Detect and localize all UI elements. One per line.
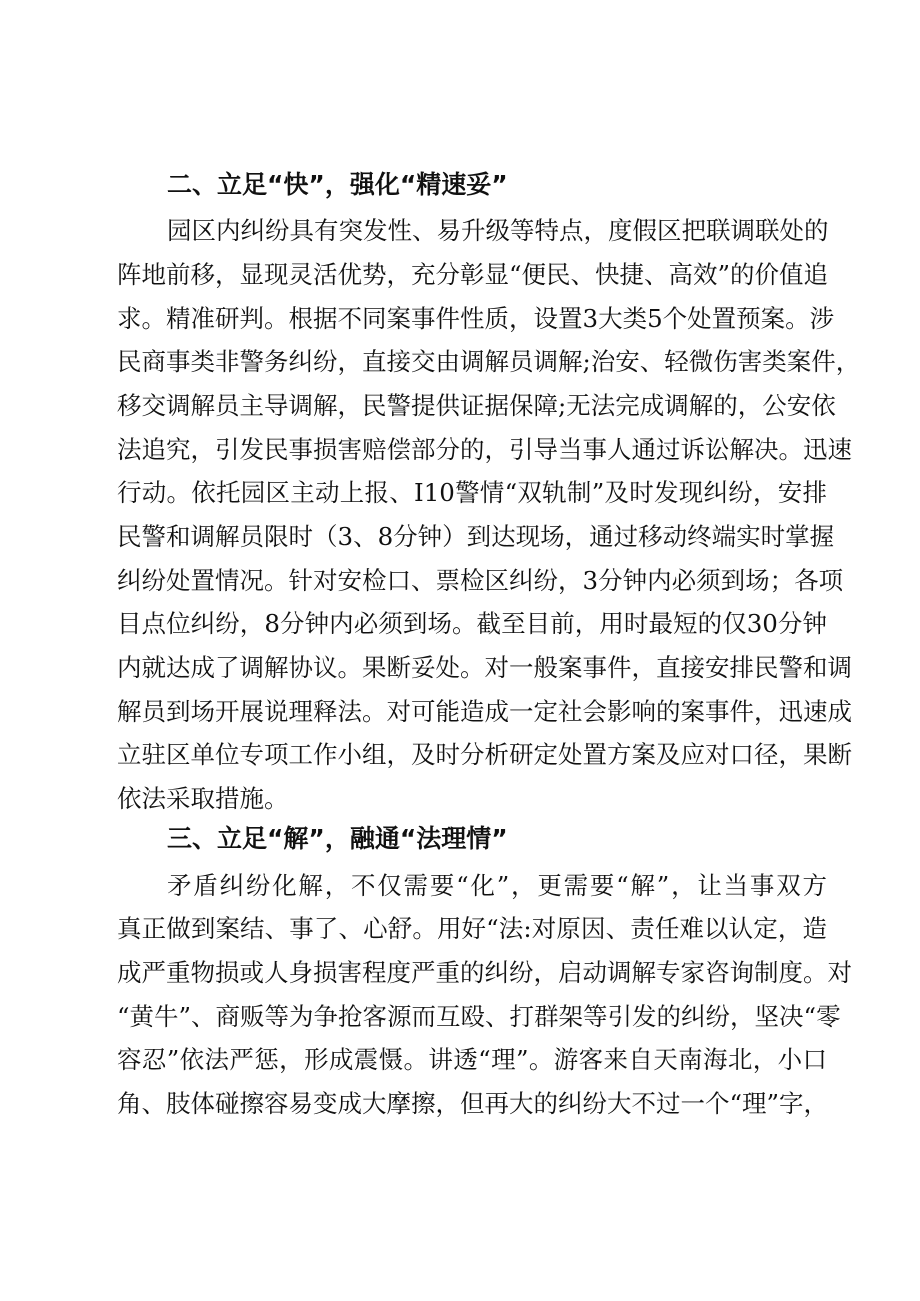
paragraph-line: 容忍”依法严惩，形成震慑。讲透“理”。游客来自天南海北，小口: [117, 1045, 827, 1074]
paragraph-line: 民商事类非警务纠纷，直接交由调解员调解;治安、轻微伤害类案件，: [117, 347, 861, 376]
paragraph-line: 移交调解员主导调解，民警提供证据保障;无法完成调解的，公安依: [117, 391, 836, 420]
paragraph-line: 解员到场开展说理释法。对可能造成一定社会影响的案事件，迅速成: [117, 697, 852, 726]
paragraph-line: 民警和调解员限时（3、8分钟）到达现场，通过移动终端实时掌握: [117, 522, 835, 551]
paragraph-line: 依法采取措施。: [117, 784, 289, 813]
paragraph-line: 目点位纠纷，8分钟内必须到场。截至目前，用时最短的仅30分钟: [117, 609, 827, 638]
section-heading-3: 三、立足“解”，融通“法理情”: [167, 824, 508, 853]
paragraph-line: 矛盾纠纷化解，不仅需要“化”，更需要“解”，让当事双方: [167, 871, 827, 900]
paragraph-line: 成严重物损或人身损害程度严重的纠纷，启动调解专家咨询制度。对: [117, 958, 852, 987]
paragraph-line: 求。精准研判。根据不同案事件性质，设置3大类5个处置预案。涉: [117, 304, 835, 333]
section-heading-2: 二、立足“快”，强化“精速妥”: [167, 170, 508, 199]
paragraph-line: 法追究，引发民事损害赔偿部分的，引导当事人通过诉讼解决。迅速: [117, 435, 852, 464]
paragraph-line: 立驻区单位专项工作小组，及时分析研定处置方案及应对口径，果断: [117, 740, 852, 769]
paragraph-line: 行动。依托园区主动上报、I10警情“双轨制”及时发现纠纷，安排: [117, 478, 827, 507]
paragraph-line: 内就达成了调解协议。果断妥处。对一般案事件，直接安排民警和调: [117, 653, 852, 682]
paragraph-line: 园区内纠纷具有突发性、易升级等特点，度假区把联调联处的: [167, 216, 829, 245]
paragraph-line: 角、肢体碰擦容易变成大摩擦，但再大的纠纷大不过一个“理”字，: [117, 1089, 829, 1118]
paragraph-line: 真正做到案结、事了、心舒。用好“法:对原因、责任难以认定，造: [117, 914, 827, 943]
paragraph-line: “黄牛”、商贩等为争抢客源而互殴、打群架等引发的纠纷，坚决“零: [117, 1002, 841, 1031]
paragraph-line: 阵地前移，显现灵活优势，充分彰显“便民、快捷、高效”的价值追: [117, 260, 829, 289]
paragraph-line: 纠纷处置情况。针对安检口、票检区纠纷，3分钟内必须到场；各项: [117, 566, 844, 595]
